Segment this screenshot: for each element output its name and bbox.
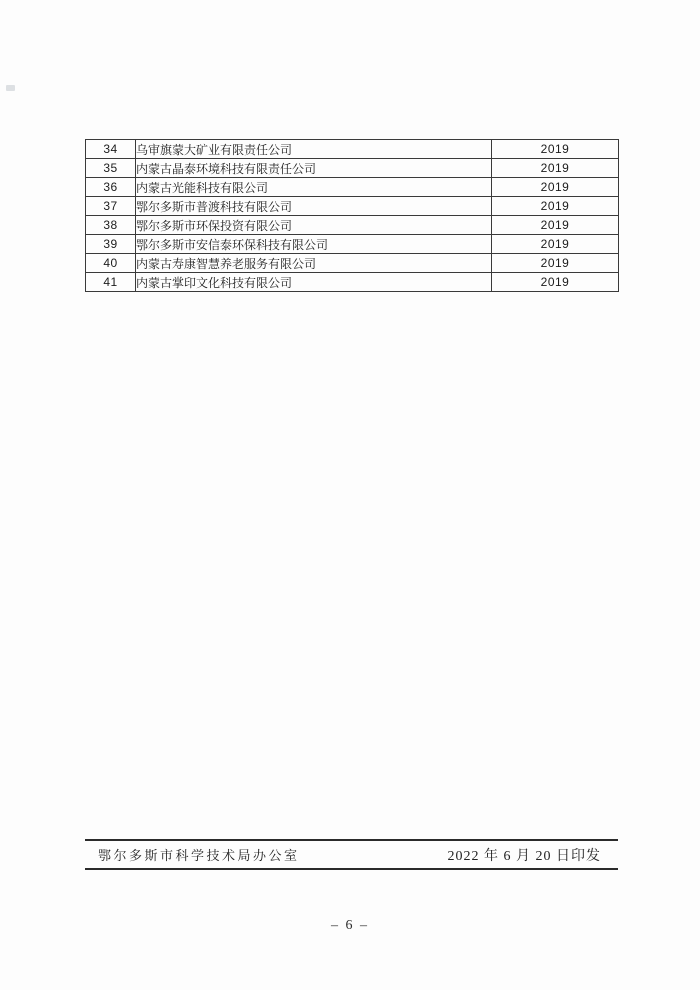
- company-name-cell: 内蒙古晶泰环境科技有限责任公司: [136, 159, 492, 178]
- year-cell: 2019: [492, 178, 619, 197]
- year-cell: 2019: [492, 216, 619, 235]
- company-name-cell: 鄂尔多斯市安信泰环保科技有限公司: [136, 235, 492, 254]
- company-name-cell: 乌审旗蒙大矿业有限责任公司: [136, 140, 492, 159]
- scan-artifact: [6, 85, 15, 91]
- company-name-cell: 内蒙古掌印文化科技有限公司: [136, 273, 492, 292]
- footer-print-date: 2022 年 6 月 20 日印发: [447, 848, 601, 864]
- row-number-cell: 34: [86, 140, 136, 159]
- row-number-cell: 38: [86, 216, 136, 235]
- year-cell: 2019: [492, 159, 619, 178]
- company-name-cell: 鄂尔多斯市普渡科技有限公司: [136, 197, 492, 216]
- year-cell: 2019: [492, 140, 619, 159]
- table-row: [86, 254, 619, 273]
- table-row: [86, 235, 619, 254]
- table-row: [86, 140, 619, 159]
- table-row: [86, 178, 619, 197]
- table-row: [86, 197, 619, 216]
- row-number-cell: 35: [86, 159, 136, 178]
- document-footer: [85, 839, 618, 870]
- company-name-cell: 鄂尔多斯市环保投资有限公司: [136, 216, 492, 235]
- page-number: – 6 –: [331, 918, 369, 933]
- table-row: [86, 273, 619, 292]
- year-cell: 2019: [492, 254, 619, 273]
- row-number-cell: 36: [86, 178, 136, 197]
- row-number-cell: 40: [86, 254, 136, 273]
- company-name-cell: 内蒙古光能科技有限公司: [136, 178, 492, 197]
- company-table-body: [86, 140, 619, 292]
- row-number-cell: 39: [86, 235, 136, 254]
- footer-issuer: 鄂尔多斯市科学技术局办公室: [98, 848, 300, 863]
- company-name-cell: 内蒙古寿康智慧养老服务有限公司: [136, 254, 492, 273]
- row-number-cell: 41: [86, 273, 136, 292]
- year-cell: 2019: [492, 197, 619, 216]
- company-table: [85, 139, 619, 292]
- row-number-cell: 37: [86, 197, 136, 216]
- year-cell: 2019: [492, 273, 619, 292]
- year-cell: 2019: [492, 235, 619, 254]
- table-row: [86, 159, 619, 178]
- table-row: [86, 216, 619, 235]
